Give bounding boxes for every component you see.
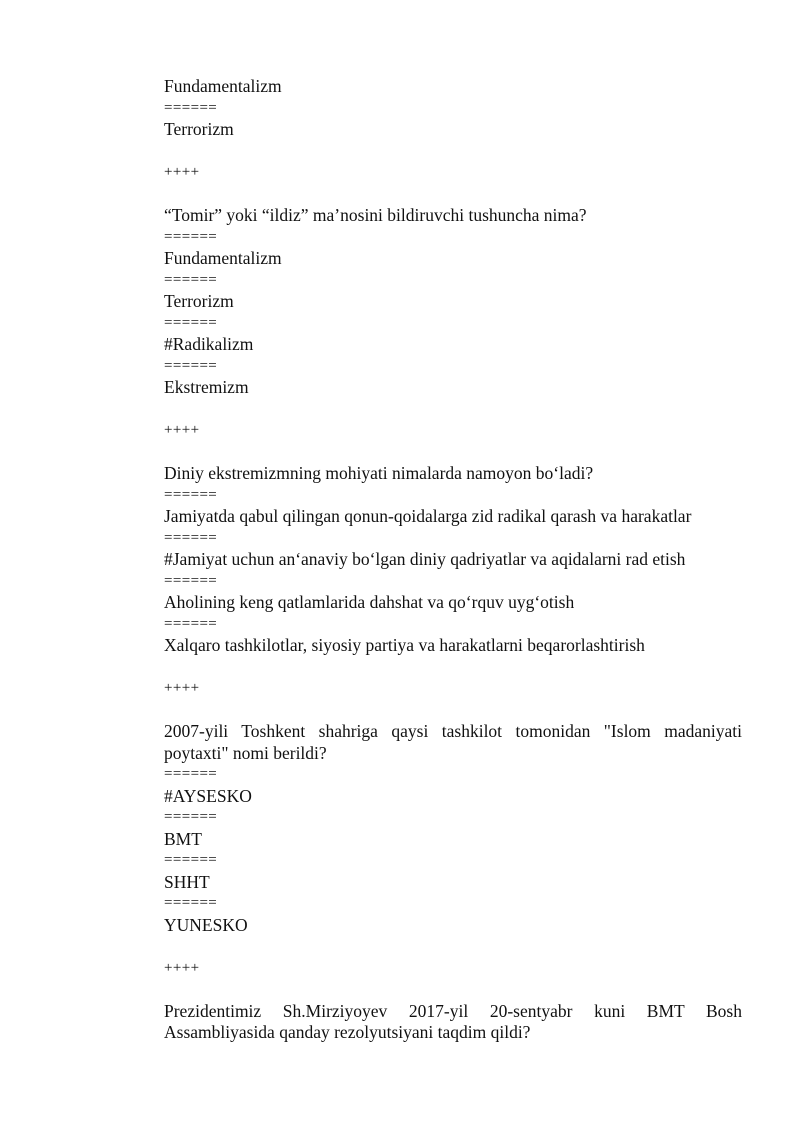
correct-answer-option: #Jamiyat uchun an‘anaviy bo‘lgan diniy qadriyatlar va aqidalarni rad etish (164, 549, 686, 569)
question-separator: ++++ (164, 422, 200, 438)
option-separator: ====== (164, 766, 218, 782)
document-content (164, 76, 742, 1044)
answer-option: Terrorizm (164, 119, 234, 139)
answer-option: Xalqaro tashkilotlar, siyosiy partiya va harakatlarni beqarorlashtirish (164, 635, 645, 655)
answer-option: YUNESKO (164, 914, 248, 935)
answer-option: SHHT (164, 871, 210, 892)
option-separator: ====== (164, 271, 218, 288)
question-separator: ++++ (164, 959, 200, 976)
correct-answer-option: #Radikalizm (164, 334, 254, 354)
answer-option: Fundamentalizm (164, 248, 282, 268)
blank-line (164, 979, 742, 1001)
option-separator: ====== (164, 228, 218, 245)
question-text: Prezidentimiz Sh.Mirziyoyev 2017-yil 20-sentyabr kuni BMT Bosh Assambliyasida qanday rezolyutsiyani taqdim qildi? (164, 1000, 742, 1042)
option-separator: ====== (164, 895, 218, 911)
answer-option: Jamiyatda qabul qilingan qonun-qoidalarga zid radikal qarash va harakatlar (164, 506, 692, 526)
question-text: 2007-yili Toshkent shahriga qaysi tashkilot tomonidan "Islom madaniyati poytaxti" nomi berildi? (164, 721, 742, 763)
blank-line (164, 700, 742, 722)
blank-line (164, 936, 742, 958)
option-separator: ====== (164, 99, 218, 116)
option-separator: ====== (164, 615, 218, 632)
option-separator: ====== (164, 314, 218, 331)
answer-option: BMT (164, 828, 202, 849)
blank-line (164, 442, 742, 464)
answer-option: Ekstremizm (164, 377, 249, 397)
option-separator: ====== (164, 357, 218, 374)
question-text: “Tomir” yoki “ildiz” ma’nosini bildiruvchi tushuncha nima? (164, 205, 587, 225)
question-text: Diniy ekstremizmning mohiyati nimalarda namoyon bo‘ladi? (164, 463, 594, 483)
correct-answer-option: #AYSESKO (164, 785, 252, 806)
answer-option: Terrorizm (164, 291, 234, 311)
answer-option: Fundamentalizm (164, 76, 282, 96)
blank-line (164, 657, 742, 679)
question-separator: ++++ (164, 680, 200, 696)
question-separator: ++++ (164, 164, 200, 180)
option-separator: ====== (164, 529, 218, 546)
option-separator: ====== (164, 572, 218, 589)
option-separator: ====== (164, 852, 218, 868)
option-separator: ====== (164, 809, 218, 825)
blank-line (164, 184, 742, 206)
blank-line (164, 141, 742, 163)
option-separator: ====== (164, 486, 218, 503)
blank-line (164, 399, 742, 421)
answer-option: Aholining keng qatlamlarida dahshat va qo‘rquv uyg‘otish (164, 592, 575, 612)
